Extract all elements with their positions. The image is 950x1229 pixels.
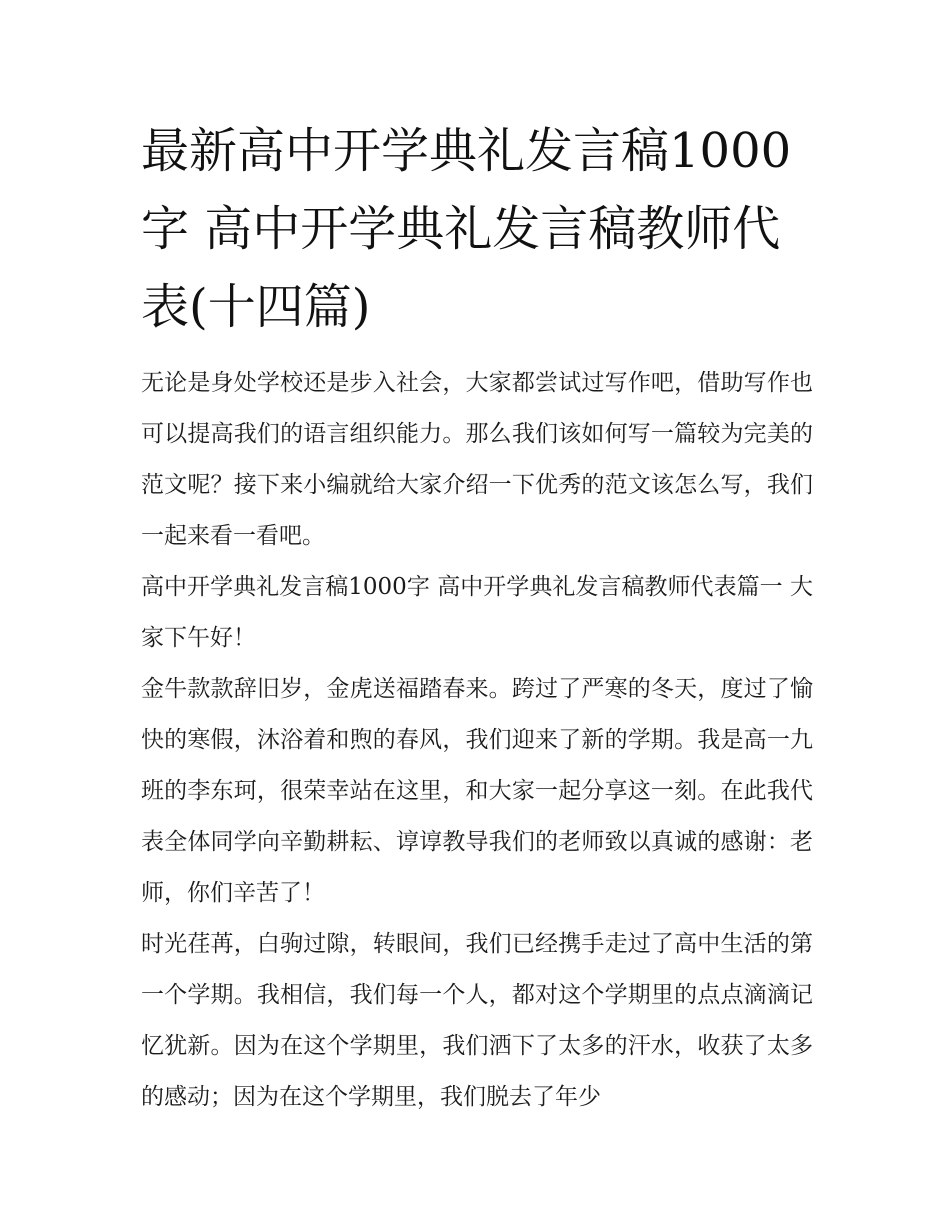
paragraph-semester: 时光荏苒，白驹过隙，转眼间，我们已经携手走过了高中生活的第一个学期。我相信，我们每一个人，都对这个学期里的点点滴滴记忆犹新。因为在这个学期里，我们洒下了太多的汗水，收获了太多的感动；因为在这个学期里，我们脱去了年少 <box>141 931 813 1110</box>
document-body <box>141 358 813 1123</box>
document-title: 最新高中开学典礼发言稿1000字 高中开学典礼发言稿教师代表(十四篇) <box>141 123 792 335</box>
paragraph-heading: 高中开学典礼发言稿1000字 高中开学典礼发言稿教师代表篇一 大家下午好！ <box>141 574 813 651</box>
paragraph-intro: 无论是身处学校还是步入社会，大家都尝试过写作吧，借助写作也可以提高我们的语言组织能力。那么我们该如何写一篇较为完美的范文呢？接下来小编就给大家介绍一下优秀的范文该怎么写，我们一起来看一看吧。 <box>141 370 813 549</box>
paragraph-greeting-body: 金牛款款辞旧岁，金虎送福踏春来。跨过了严寒的冬天，度过了愉快的寒假，沐浴着和煦的春风，我们迎来了新的学期。我是高一九班的李东珂，很荣幸站在这里，和大家一起分享这一刻。在此我代表全体同学向辛勤耕耘、谆谆教导我们的老师致以真诚的感谢：老师，你们辛苦了！ <box>141 676 813 906</box>
document-content <box>141 112 813 1123</box>
